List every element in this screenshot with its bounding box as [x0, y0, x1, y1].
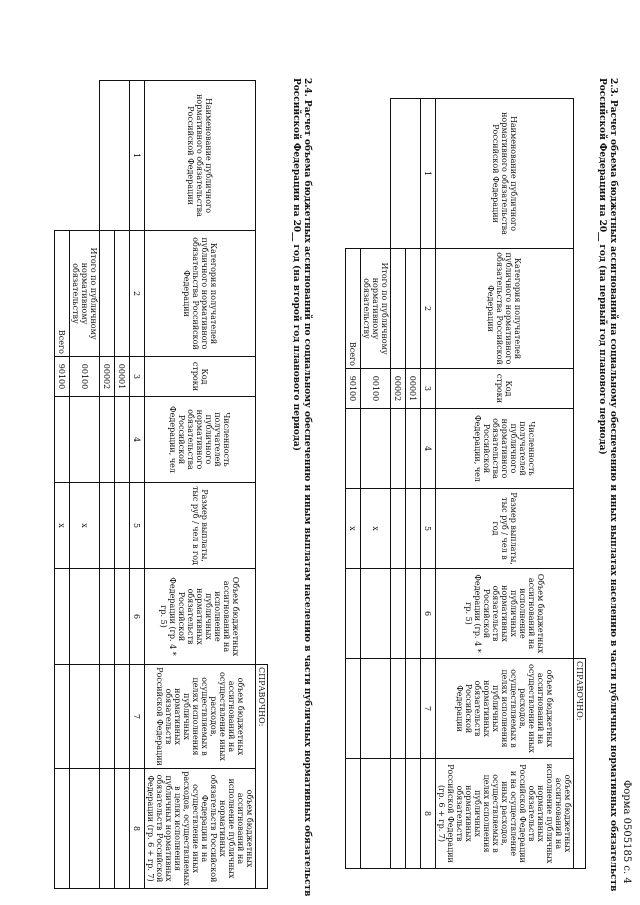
header-cell: Объем бюджетных ассигнований на исполнение публичных нормативных обязательств Российской Федерации (гр. 4 * гр. 5) — [145, 569, 256, 665]
na-mark: x — [55, 483, 70, 569]
header-cell: Категория получателей публичного нормативного обязательства Российской Федерации — [436, 249, 574, 369]
form-code: Форма 0505185 с. 4 — [621, 780, 632, 884]
row-code: 00002 — [391, 369, 406, 409]
header-cell: Наименование публичного нормативного обязательства Российской Федерации — [145, 81, 256, 231]
subtotal-label: Итого по публичному нормативному обязательству — [361, 249, 391, 369]
row-code: 00001 — [406, 369, 421, 409]
column-number: 4 — [130, 397, 145, 483]
na-mark: x — [70, 483, 100, 569]
total-row — [55, 81, 70, 889]
column-number-row — [421, 99, 436, 869]
category-cell[interactable] — [391, 249, 406, 369]
table-row — [406, 99, 421, 869]
column-number: 7 — [421, 659, 436, 759]
column-number: 5 — [421, 489, 436, 569]
header-cell: объем бюджетных ассигнований на осуществление иных расходов, осуществляемых в целях исполнения публичных нормативных обязательств Российской Федерации — [436, 659, 574, 759]
header-cell: Объем бюджетных ассигнований на исполнение публичных нормативных обязательств Российской Федерации (гр. 4 * гр. 5) — [436, 569, 574, 659]
header-cell: Размер выплаты, тыс руб / чел в год — [145, 483, 256, 569]
category-cell[interactable] — [115, 231, 130, 357]
column-number: 7 — [130, 665, 145, 769]
header-cell: Численность получателей публичного нормативного обязательства Российской Федерации, чел — [145, 397, 256, 483]
header-cell: Код строки — [145, 357, 256, 397]
total-label: Всего — [346, 249, 361, 369]
column-number: 8 — [130, 769, 145, 889]
total-row — [346, 99, 361, 869]
spravochno-label: СПРАВОЧНО: — [574, 659, 586, 869]
column-number: 4 — [421, 409, 436, 489]
header-cell: объем бюджетных ассигнований на исполнение публичных нормативных обязательств Российской Федерации и на осуществление иных расходов, осуществляемых в целях исполнения публичных нормативных обязательств Российской Федерации (гр. 6 + гр. 7) — [436, 759, 574, 869]
table-2-4 — [54, 80, 268, 889]
category-cell[interactable] — [406, 249, 421, 369]
subtotal-code: 00100 — [70, 357, 100, 397]
column-number: 5 — [130, 483, 145, 569]
header-cell: объем бюджетных ассигнований на исполнение публичных нормативных обязательств Российской Федерации и на осуществление иных расходов, осуществляемых в целях исполнения публичных нормативных обязательств Российской Федерации (гр. 6 + гр. 7) — [145, 769, 256, 889]
row-code: 00002 — [100, 357, 115, 397]
header-row — [145, 81, 256, 889]
header-cell: Размер выплаты, тыс руб / чел в год — [436, 489, 574, 569]
total-code: 90100 — [55, 357, 70, 397]
header-cell: Численность получателей публичного нормативного обязательства Российской Федерации, чел — [436, 409, 574, 489]
header-row — [436, 99, 574, 869]
na-mark: x — [361, 489, 391, 569]
subtotal-label: Итого по публичному нормативному обязательству — [70, 231, 100, 357]
column-number: 6 — [421, 569, 436, 659]
na-mark: x — [346, 489, 361, 569]
column-number: 2 — [421, 249, 436, 369]
column-number: 3 — [130, 357, 145, 397]
section-2-4-title: 2.4. Расчет объема бюджетных ассигнований по социальному обеспечению и иным выплатам населению в части публичных нормативных обязательств Российской Федерации на 20__ год (на второй год планового периода) — [291, 78, 312, 897]
column-number: 2 — [130, 231, 145, 357]
table-2-3 — [345, 98, 586, 869]
row-code: 00001 — [115, 357, 130, 397]
total-label: Всего — [55, 231, 70, 357]
column-number: 3 — [421, 369, 436, 409]
column-number: 6 — [130, 569, 145, 665]
header-cell: объем бюджетных ассигнований на осуществление иных расходов, осуществляемых в целях исполнения публичных нормативных обязательств Российской Федерации — [145, 665, 256, 769]
column-number: 1 — [421, 99, 436, 249]
table-row — [115, 81, 130, 889]
obligation-name-cell[interactable] — [391, 99, 421, 249]
section-2-3-title: 2.3. Расчет объема бюджетных ассигнований на социальному обеспечению и иных выплатах населению в части публичных нормативных обязательств Российской Федерации на 20__ год (на первый год планового периода) — [597, 78, 618, 892]
spravochno-label: СПРАВОЧНО: — [256, 665, 268, 889]
column-number-row — [130, 81, 145, 889]
total-code: 90100 — [346, 369, 361, 409]
column-number: 8 — [421, 759, 436, 869]
header-cell: Категория получателей публичного нормативного обязательства Российской Федерации — [145, 231, 256, 357]
column-number: 1 — [130, 81, 145, 231]
obligation-name-cell[interactable] — [100, 81, 130, 231]
subtotal-row — [70, 81, 100, 889]
header-cell: Код строки — [436, 369, 574, 409]
header-cell: Наименование публичного нормативного обязательства Российской Федерации — [436, 99, 574, 249]
subtotal-row — [361, 99, 391, 869]
category-cell[interactable] — [100, 231, 115, 357]
subtotal-code: 00100 — [361, 369, 391, 409]
